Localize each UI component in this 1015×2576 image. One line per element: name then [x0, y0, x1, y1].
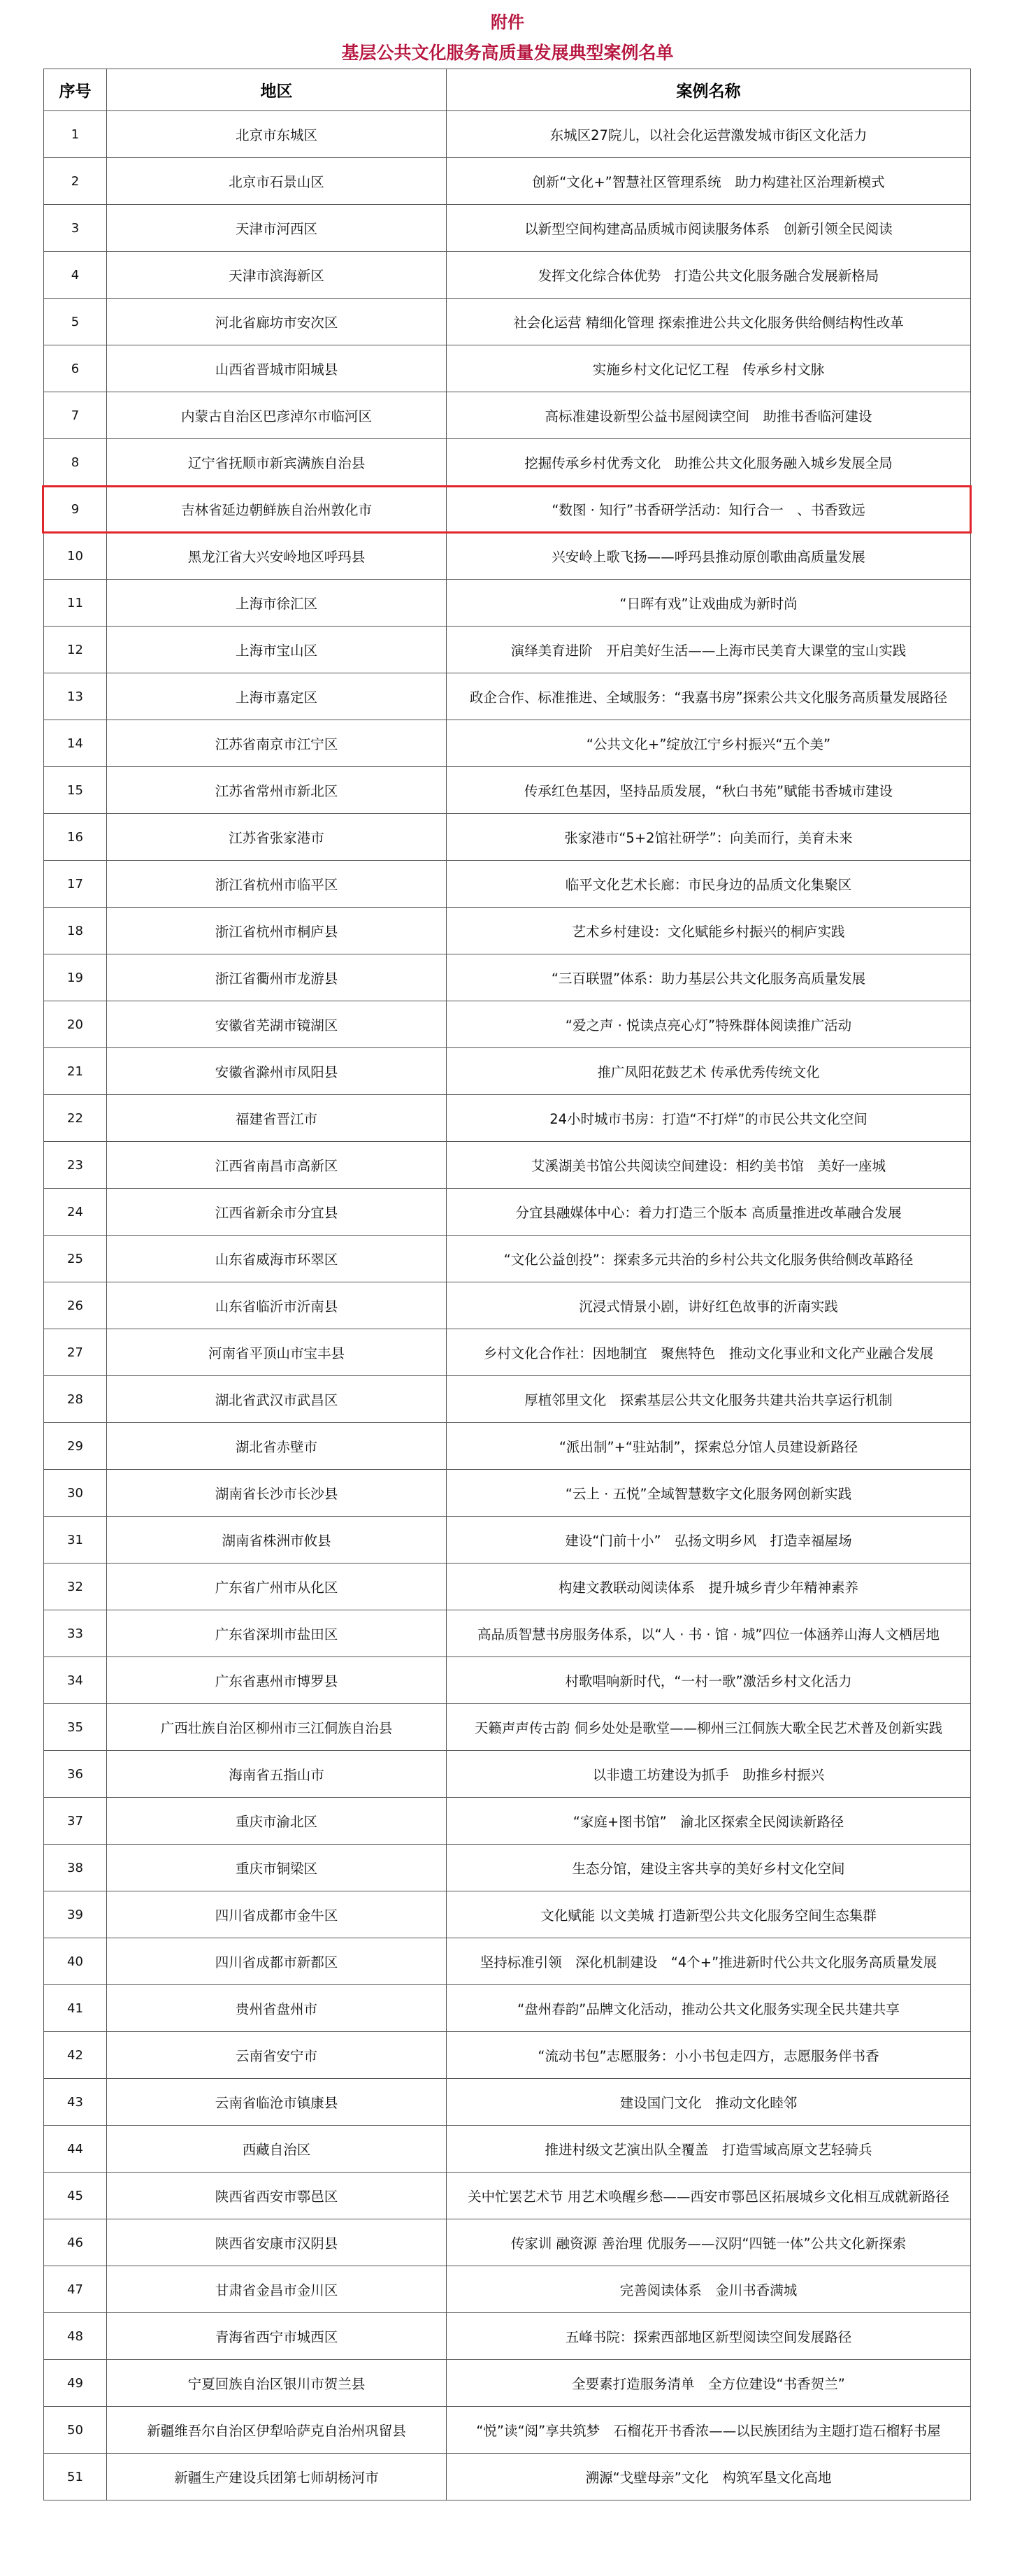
row-number-cell: 43	[44, 2079, 107, 2126]
case-name-cell: 政企合作、标准推进、全域服务：“我嘉书房”探索公共文化服务高质量发展路径	[447, 673, 971, 720]
table-row	[44, 2173, 971, 2219]
row-number-cell: 50	[44, 2407, 107, 2454]
region-cell: 浙江省杭州市桐庐县	[107, 908, 447, 954]
case-name-cell: 高标准建设新型公益书屋阅读空间 助推书香临河建设	[447, 392, 971, 439]
table-row	[44, 1142, 971, 1189]
table-row	[44, 1282, 971, 1329]
region-cell: 四川省成都市新都区	[107, 1938, 447, 1985]
row-number-cell: 39	[44, 1891, 107, 1938]
table-row	[44, 1095, 971, 1142]
region-cell: 云南省临沧市镇康县	[107, 2079, 447, 2126]
case-name-cell: 构建文教联动阅读体系 提升城乡青少年精神素养	[447, 1564, 971, 1610]
row-number-cell: 33	[44, 1610, 107, 1657]
case-name-cell: 推广凤阳花鼓艺术 传承优秀传统文化	[447, 1048, 971, 1095]
row-number-cell: 24	[44, 1189, 107, 1236]
case-name-cell: 建设国门文化 推动文化睦邻	[447, 2079, 971, 2126]
table-row	[44, 720, 971, 767]
case-name-cell: “三百联盟”体系：助力基层公共文化服务高质量发展	[447, 954, 971, 1001]
column-header-case-name: 案例名称	[447, 69, 971, 111]
region-cell: 西藏自治区	[107, 2126, 447, 2173]
row-number-cell: 51	[44, 2454, 107, 2500]
row-number-cell: 40	[44, 1938, 107, 1985]
table-row	[44, 1891, 971, 1938]
region-cell: 吉林省延边朝鲜族自治州敦化市	[107, 486, 447, 533]
region-cell: 内蒙古自治区巴彦淖尔市临河区	[107, 392, 447, 439]
row-number-cell: 11	[44, 580, 107, 627]
case-name-cell: 厚植邻里文化 探索基层公共文化服务共建共治共享运行机制	[447, 1376, 971, 1423]
row-number-cell: 7	[44, 392, 107, 439]
table-row	[44, 1329, 971, 1376]
row-number-cell: 36	[44, 1751, 107, 1798]
region-cell: 广西壮族自治区柳州市三江侗族自治县	[107, 1704, 447, 1751]
case-name-cell: 兴安岭上歌飞扬——呼玛县推动原创歌曲高质量发展	[447, 533, 971, 580]
region-cell: 辽宁省抚顺市新宾满族自治县	[107, 439, 447, 486]
case-name-cell: 溯源“戈壁母亲”文化 构筑军垦文化高地	[447, 2454, 971, 2500]
region-cell: 江西省南昌市高新区	[107, 1142, 447, 1189]
case-name-cell: 天籁声声传古韵 侗乡处处是歌堂——柳州三江侗族大歌全民艺术普及创新实践	[447, 1704, 971, 1751]
case-name-cell: “流动书包”志愿服务：小小书包走四方，志愿服务伴书香	[447, 2032, 971, 2079]
table-row	[44, 1001, 971, 1048]
table-row	[44, 1564, 971, 1610]
region-cell: 甘肃省金昌市金川区	[107, 2266, 447, 2313]
table-row	[44, 1751, 971, 1798]
region-cell: 广东省深圳市盐田区	[107, 1610, 447, 1657]
case-name-cell: 以非遗工坊建设为抓手 助推乡村振兴	[447, 1751, 971, 1798]
row-number-cell: 13	[44, 673, 107, 720]
row-number-cell: 3	[44, 205, 107, 252]
table-row	[44, 486, 971, 533]
row-number-cell: 44	[44, 2126, 107, 2173]
table-row	[44, 1376, 971, 1423]
table-row	[44, 1938, 971, 1985]
row-number-cell: 34	[44, 1657, 107, 1704]
case-name-cell: 东城区27院儿，以社会化运营激发城市街区文化活力	[447, 111, 971, 158]
case-name-cell: 艺术乡村建设：文化赋能乡村振兴的桐庐实践	[447, 908, 971, 954]
table-row	[44, 1704, 971, 1751]
table-row	[44, 580, 971, 627]
case-name-cell: “公共文化+”绽放江宁乡村振兴“五个美”	[447, 720, 971, 767]
row-number-cell: 26	[44, 1282, 107, 1329]
region-cell: 四川省成都市金牛区	[107, 1891, 447, 1938]
case-name-cell: 村歌唱响新时代，“一村一歌”激活乡村文化活力	[447, 1657, 971, 1704]
region-cell: 江苏省张家港市	[107, 814, 447, 861]
row-number-cell: 9	[44, 486, 107, 533]
case-name-cell: “日晖有戏”让戏曲成为新时尚	[447, 580, 971, 627]
table-row	[44, 627, 971, 673]
case-name-cell: “数图 · 知行”书香研学活动：知行合一 、书香致远	[447, 486, 971, 533]
region-cell: 山东省威海市环翠区	[107, 1236, 447, 1282]
column-header-number: 序号	[44, 69, 107, 111]
region-cell: 陕西省安康市汉阴县	[107, 2219, 447, 2266]
row-number-cell: 47	[44, 2266, 107, 2313]
table-row	[44, 2032, 971, 2079]
region-cell: 北京市石景山区	[107, 158, 447, 205]
table-row	[44, 861, 971, 908]
document-title: 基层公共文化服务高质量发展典型案例名单	[341, 43, 674, 63]
region-cell: 新疆维吾尔自治区伊犁哈萨克自治州巩留县	[107, 2407, 447, 2454]
region-cell: 北京市东城区	[107, 111, 447, 158]
case-name-cell: 文化赋能 以文美城 打造新型公共文化服务空间生态集群	[447, 1891, 971, 1938]
region-cell: 天津市滨海新区	[107, 252, 447, 299]
row-number-cell: 16	[44, 814, 107, 861]
region-cell: 广东省惠州市博罗县	[107, 1657, 447, 1704]
table-row	[44, 2407, 971, 2454]
case-name-cell: 创新“文化+”智慧社区管理系统 助力构建社区治理新模式	[447, 158, 971, 205]
table-row	[44, 111, 971, 158]
row-number-cell: 41	[44, 1985, 107, 2032]
table-row	[44, 908, 971, 954]
case-name-cell: 五峰书院：探索西部地区新型阅读空间发展路径	[447, 2313, 971, 2360]
region-cell: 贵州省盘州市	[107, 1985, 447, 2032]
column-header-region: 地区	[107, 69, 447, 111]
row-number-cell: 17	[44, 861, 107, 908]
region-cell: 上海市徐汇区	[107, 580, 447, 627]
region-cell: 浙江省衢州市龙游县	[107, 954, 447, 1001]
table-header-row	[44, 69, 971, 111]
region-cell: 安徽省滁州市凤阳县	[107, 1048, 447, 1095]
case-name-cell: “盘州春韵”品牌文化活动，推动公共文化服务实现全民共建共享	[447, 1985, 971, 2032]
case-name-cell: 生态分馆，建设主客共享的美好乡村文化空间	[447, 1845, 971, 1891]
region-cell: 上海市宝山区	[107, 627, 447, 673]
table-row	[44, 1470, 971, 1517]
table-row	[44, 673, 971, 720]
table-row	[44, 1657, 971, 1704]
row-number-cell: 15	[44, 767, 107, 814]
table-row	[44, 533, 971, 580]
case-name-cell: 坚持标准引领 深化机制建设 “4个+”推进新时代公共文化服务高质量发展	[447, 1938, 971, 1985]
row-number-cell: 2	[44, 158, 107, 205]
row-number-cell: 6	[44, 345, 107, 392]
table-row	[44, 345, 971, 392]
table-row	[44, 2313, 971, 2360]
table-row	[44, 954, 971, 1001]
region-cell: 湖南省长沙市长沙县	[107, 1470, 447, 1517]
table-row	[44, 1985, 971, 2032]
table-row	[44, 1423, 971, 1470]
case-name-cell: 完善阅读体系 金川书香满城	[447, 2266, 971, 2313]
case-name-cell: “云上 · 五悦”全域智慧数字文化服务网创新实践	[447, 1470, 971, 1517]
table-row	[44, 1798, 971, 1845]
table-row	[44, 1189, 971, 1236]
row-number-cell: 5	[44, 299, 107, 345]
case-name-cell: “家庭+图书馆” 渝北区探索全民阅读新路径	[447, 1798, 971, 1845]
row-number-cell: 29	[44, 1423, 107, 1470]
row-number-cell: 49	[44, 2360, 107, 2407]
table-row	[44, 252, 971, 299]
region-cell: 重庆市渝北区	[107, 1798, 447, 1845]
case-name-cell: 实施乡村文化记忆工程 传承乡村文脉	[447, 345, 971, 392]
region-cell: 广东省广州市从化区	[107, 1564, 447, 1610]
row-number-cell: 4	[44, 252, 107, 299]
region-cell: 湖北省武汉市武昌区	[107, 1376, 447, 1423]
row-number-cell: 8	[44, 439, 107, 486]
region-cell: 浙江省杭州市临平区	[107, 861, 447, 908]
region-cell: 安徽省芜湖市镜湖区	[107, 1001, 447, 1048]
row-number-cell: 45	[44, 2173, 107, 2219]
row-number-cell: 35	[44, 1704, 107, 1751]
row-number-cell: 42	[44, 2032, 107, 2079]
row-number-cell: 38	[44, 1845, 107, 1891]
row-number-cell: 21	[44, 1048, 107, 1095]
row-number-cell: 23	[44, 1142, 107, 1189]
table-row	[44, 1517, 971, 1564]
region-cell: 湖北省赤壁市	[107, 1423, 447, 1470]
case-name-cell: 以新型空间构建高品质城市阅读服务体系 创新引领全民阅读	[447, 205, 971, 252]
region-cell: 山西省晋城市阳城县	[107, 345, 447, 392]
region-cell: 江苏省南京市江宁区	[107, 720, 447, 767]
row-number-cell: 19	[44, 954, 107, 1001]
table-row	[44, 2360, 971, 2407]
region-cell: 海南省五指山市	[107, 1751, 447, 1798]
table-row	[44, 1048, 971, 1095]
region-cell: 江西省新余市分宜县	[107, 1189, 447, 1236]
attachment-label: 附件	[491, 13, 524, 32]
region-cell: 河北省廊坊市安次区	[107, 299, 447, 345]
case-name-cell: 挖掘传承乡村优秀文化 助推公共文化服务融入城乡发展全局	[447, 439, 971, 486]
row-number-cell: 10	[44, 533, 107, 580]
case-name-cell: 传家训 融资源 善治理 优服务——汉阴“四链一体”公共文化新探索	[447, 2219, 971, 2266]
row-number-cell: 32	[44, 1564, 107, 1610]
row-number-cell: 31	[44, 1517, 107, 1564]
case-name-cell: 发挥文化综合体优势 打造公共文化服务融合发展新格局	[447, 252, 971, 299]
table-row	[44, 767, 971, 814]
region-cell: 云南省安宁市	[107, 2032, 447, 2079]
case-name-cell: 24小时城市书房：打造“不打烊”的市民公共文化空间	[447, 1095, 971, 1142]
region-cell: 重庆市铜梁区	[107, 1845, 447, 1891]
table-row	[44, 814, 971, 861]
region-cell: 新疆生产建设兵团第七师胡杨河市	[107, 2454, 447, 2500]
case-name-cell: 建设“门前十小” 弘扬文明乡风 打造幸福屋场	[447, 1517, 971, 1564]
case-name-cell: “悦”读“阅”享共筑梦 石榴花开书香浓——以民族团结为主题打造石榴籽书屋	[447, 2407, 971, 2454]
table-row	[44, 2219, 971, 2266]
region-cell: 宁夏回族自治区银川市贺兰县	[107, 2360, 447, 2407]
region-cell: 福建省晋江市	[107, 1095, 447, 1142]
table-row	[44, 2126, 971, 2173]
case-name-cell: 沉浸式情景小剧，讲好红色故事的沂南实践	[447, 1282, 971, 1329]
case-name-cell: 艾溪湖美书馆公共阅读空间建设：相约美书馆 美好一座城	[447, 1142, 971, 1189]
table-row	[44, 2454, 971, 2500]
table-row	[44, 205, 971, 252]
table-row	[44, 1610, 971, 1657]
region-cell: 天津市河西区	[107, 205, 447, 252]
row-number-cell: 27	[44, 1329, 107, 1376]
row-number-cell: 30	[44, 1470, 107, 1517]
region-cell: 青海省西宁市城西区	[107, 2313, 447, 2360]
table-row	[44, 1236, 971, 1282]
case-list-table	[43, 69, 971, 2500]
table-row	[44, 2079, 971, 2126]
region-cell: 河南省平顶山市宝丰县	[107, 1329, 447, 1376]
row-number-cell: 18	[44, 908, 107, 954]
case-name-cell: 分宜县融媒体中心：着力打造三个版本 高质量推进改革融合发展	[447, 1189, 971, 1236]
case-name-cell: “文化公益创投”：探索多元共治的乡村公共文化服务供给侧改革路径	[447, 1236, 971, 1282]
case-name-cell: 张家港市“5+2馆社研学”：向美而行，美育未来	[447, 814, 971, 861]
table-row	[44, 299, 971, 345]
case-name-cell: 高品质智慧书房服务体系，以“人 · 书 · 馆 · 城”四位一体涵养山海人文栖居地	[447, 1610, 971, 1657]
row-number-cell: 37	[44, 1798, 107, 1845]
case-name-cell: “派出制”+“驻站制”，探索总分馆人员建设新路径	[447, 1423, 971, 1470]
case-name-cell: 关中忙罢艺术节 用艺术唤醒乡愁——西安市鄠邑区拓展城乡文化相互成就新路径	[447, 2173, 971, 2219]
region-cell: 上海市嘉定区	[107, 673, 447, 720]
row-number-cell: 48	[44, 2313, 107, 2360]
case-name-cell: 演绎美育进阶 开启美好生活——上海市民美育大课堂的宝山实践	[447, 627, 971, 673]
case-name-cell: “爱之声 · 悦读点亮心灯”特殊群体阅读推广活动	[447, 1001, 971, 1048]
row-number-cell: 46	[44, 2219, 107, 2266]
row-number-cell: 12	[44, 627, 107, 673]
case-name-cell: 推进村级文艺演出队全覆盖 打造雪域高原文艺轻骑兵	[447, 2126, 971, 2173]
table-row	[44, 1845, 971, 1891]
row-number-cell: 28	[44, 1376, 107, 1423]
case-name-cell: 全要素打造服务清单 全方位建设“书香贺兰”	[447, 2360, 971, 2407]
region-cell: 湖南省株洲市攸县	[107, 1517, 447, 1564]
row-number-cell: 14	[44, 720, 107, 767]
table-row	[44, 2266, 971, 2313]
region-cell: 陕西省西安市鄠邑区	[107, 2173, 447, 2219]
row-number-cell: 1	[44, 111, 107, 158]
case-name-cell: 乡村文化合作社：因地制宜 聚焦特色 推动文化事业和文化产业融合发展	[447, 1329, 971, 1376]
case-name-cell: 传承红色基因，坚持品质发展，“秋白书苑”赋能书香城市建设	[447, 767, 971, 814]
case-name-cell: 社会化运营 精细化管理 探索推进公共文化服务供给侧结构性改革	[447, 299, 971, 345]
region-cell: 黑龙江省大兴安岭地区呼玛县	[107, 533, 447, 580]
row-number-cell: 20	[44, 1001, 107, 1048]
row-number-cell: 25	[44, 1236, 107, 1282]
table-row	[44, 439, 971, 486]
table-row	[44, 392, 971, 439]
region-cell: 江苏省常州市新北区	[107, 767, 447, 814]
region-cell: 山东省临沂市沂南县	[107, 1282, 447, 1329]
row-number-cell: 22	[44, 1095, 107, 1142]
case-name-cell: 临平文化艺术长廊：市民身边的品质文化集聚区	[447, 861, 971, 908]
table-row	[44, 158, 971, 205]
